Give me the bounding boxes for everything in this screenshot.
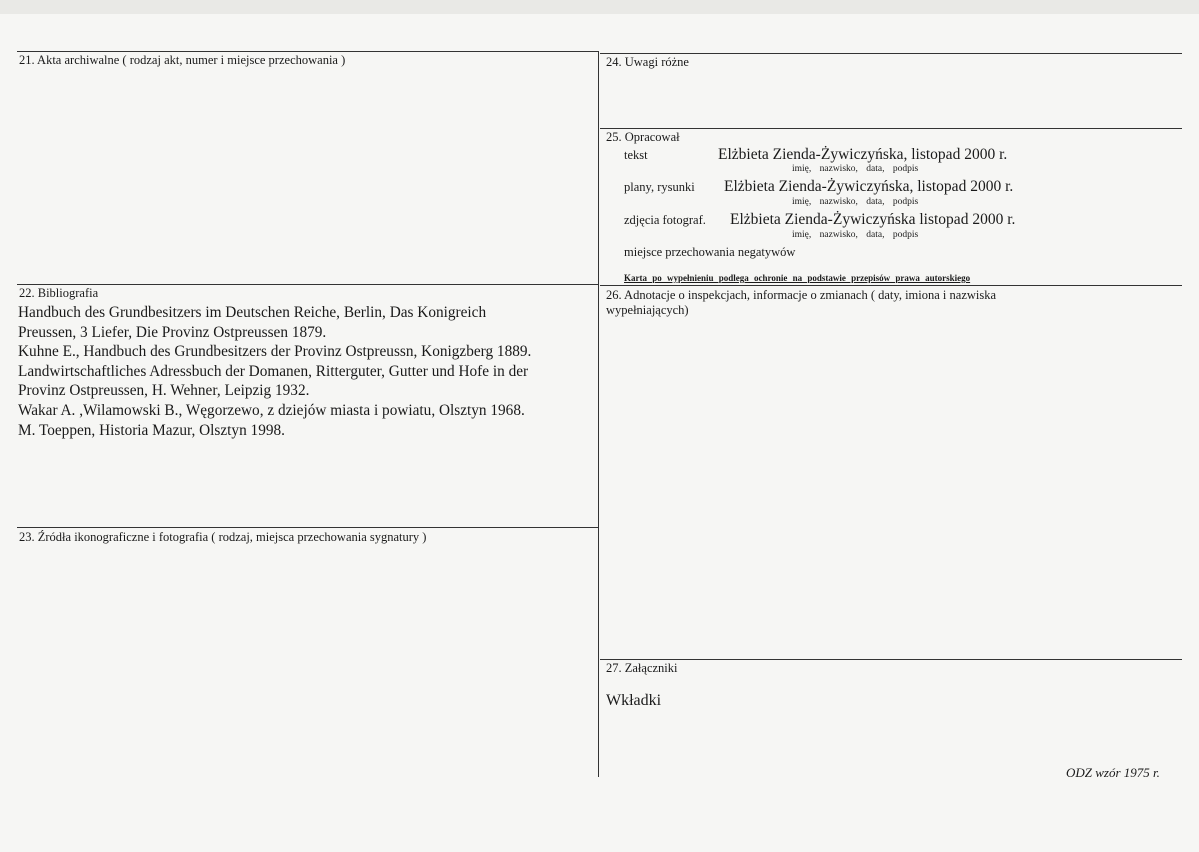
bibliography-line: Kuhne E., Handbuch des Grundbesitzers der Provinz Ostpreussn, Konigzberg 1889.	[18, 343, 532, 361]
section-21-label: 21. Akta archiwalne ( rodzaj akt, numer i miejsce przechowania )	[19, 53, 346, 67]
section-22-label: 22. Bibliografia	[19, 286, 99, 300]
section-26-label-line2: wypełniających)	[606, 303, 689, 317]
bibliography-line: Landwirtschaftliches Adressbuch der Domanen, Ritterguter, Gutter und Hofe in der	[18, 362, 529, 380]
plany-label: plany, rysunki	[624, 180, 695, 194]
copyright-note: Karta po wypełnieniu podlega ochronie na podstawie przepisów prawa autorskiego	[624, 273, 971, 283]
divider-27-top	[600, 659, 1182, 660]
plany-sublabel: imię, nazwisko, data, podpis	[792, 197, 919, 207]
bibliography-line: Handbuch des Grundbesitzers im Deutschen Reiche, Berlin, Das Konigreich	[18, 304, 487, 321]
section-23-label: 23. Źródła ikonograficzne i fotografia ( rodzaj, miejsca przechowania sygnatury )	[19, 530, 427, 544]
divider-26-top	[600, 285, 1182, 286]
tekst-value: Elżbieta Zienda-Żywiczyńska, listopad 2000 r.	[718, 146, 1008, 163]
section-24-label: 24. Uwagi różne	[606, 55, 689, 69]
divider-24-top	[600, 53, 1182, 54]
bibliography-list	[18, 303, 531, 440]
section-26-label-line1: 26. Adnotacje o inspekcjach, informacje o zmianach ( daty, imiona i nazwiska	[606, 288, 997, 302]
section-25-label: 25. Opracował	[606, 130, 680, 144]
form-id: ODZ wzór 1975 r.	[1066, 765, 1160, 780]
plany-value: Elżbieta Zienda-Żywiczyńska, listopad 2000 r.	[724, 178, 1014, 195]
bibliography-line: Wakar A. ,Wilamowski B., Węgorzewo, z dziejów miasta i powiatu, Olsztyn 1968.	[18, 401, 525, 419]
zdjecia-value: Elżbieta Zienda-Żywiczyńska listopad 2000 r.	[730, 211, 1016, 228]
scan-top-edge	[0, 0, 1199, 14]
tekst-label: tekst	[624, 148, 648, 162]
tekst-sublabel: imię, nazwisko, data, podpis	[792, 164, 919, 174]
zdjecia-sublabel: imię, nazwisko, data, podpis	[792, 230, 919, 240]
bibliography-line: M. Toeppen, Historia Mazur, Olsztyn 1998.	[18, 421, 285, 439]
section-27-label: 27. Załączniki	[606, 661, 678, 675]
negatywy-label: miejsce przechowania negatywów	[624, 245, 796, 259]
column-divider	[598, 51, 599, 777]
divider-25-top	[600, 128, 1182, 129]
bibliography-line: Preussen, 3 Liefer, Die Provinz Ostpreussen 1879.	[18, 323, 327, 341]
bibliography-line: Provinz Ostpreussen, H. Wehner, Leipzig 1932.	[18, 382, 310, 400]
divider-22-top	[17, 284, 598, 285]
divider-23-top	[17, 527, 598, 528]
section-27-value: Wkładki	[606, 692, 662, 709]
divider-21-top	[17, 51, 598, 52]
zdjecia-label: zdjęcia fotograf.	[624, 213, 706, 227]
